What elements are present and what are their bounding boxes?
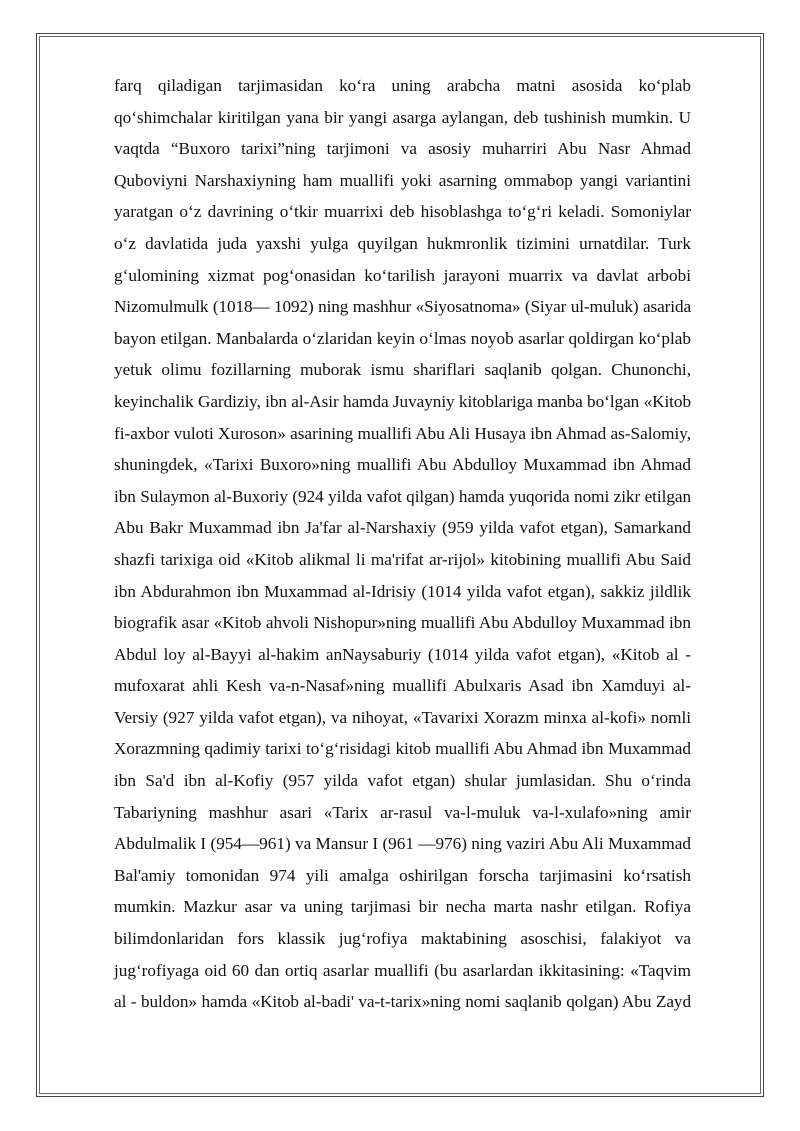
text-line: Bal'amiy tomonidan 974 yili amalga oshirilgan forscha tarjimasini ko‘rsatish [114,865,691,885]
text-line: yetuk olimu fozillarning muborak ismu shariflari saqlanib qolgan. Chunonchi, [114,360,691,380]
text-line: keyinchalik Gardiziy, ibn al-Asir hamda Juvayniy kitoblariga manba bo‘lgan «Kitob [114,391,691,411]
text-line: Quboviyni Narshaxiyning ham muallifi yoki asarning ommabop yangi variantini [114,170,691,190]
text-line: shuningdek, «Tarixi Buxoro»ning muallifi Abu Abdulloy Muxammad ibn Ahmad [114,455,691,475]
text-line: yaratgan o‘z davrining o‘tkir muarrixi deb hisoblashga to‘g‘ri keladi. Somoniylar [114,202,691,222]
text-line: biografik asar «Kitob ahvoli Nishopur»ning muallifi Abu Abdulloy Muxammad ibn [114,613,691,633]
text-line: Xorazmning qadimiy tarixi to‘g‘risidagi kitob muallifi Abu Ahmad ibn Muxammad [114,739,691,759]
text-line: Abdulmalik I (954—961) va Mansur I (961 —976) ning vaziri Abu Ali Muxammad [114,834,691,854]
text-line: bayon etilgan. Manbalarda o‘zlaridan keyin o‘lmas noyob asarlar qoldirgan ko‘plab [114,328,691,348]
text-line: o‘z davlatida juda yaxshi yulga quyilgan hukmronlik tizimini urnatdilar. Turk [114,233,691,253]
text-line: Tabariyning mashhur asari «Tarix ar-rasul va-l-muluk va-l-xulafo»ning amir [114,802,691,822]
text-line: Abdul loy al-Bayyi al-hakim anNaysaburiy (1014 yilda vafot etgan), «Kitob al - [114,644,691,664]
text-line: g‘ulomining xizmat pog‘onasidan ko‘tarilish jarayoni muarrix va davlat arbobi [114,265,691,285]
text-line: mufoxarat ahli Kesh va-n-Nasaf»ning muallifi Abulxaris Asad ibn Xamduyi al- [114,676,691,696]
text-line: Abu Bakr Muxammad ibn Ja'far al-Narshaxiy (959 yilda vafot etgan), Samarkand [114,518,691,538]
text-line: fi-axbor vuloti Xuroson» asarining muallifi Abu Ali Husaya ibn Ahmad as-Salomiy, [114,423,691,443]
text-line: ibn Sa'd ibn al-Kofiy (957 yilda vafot etgan) shular jumlasidan. Shu o‘rinda [114,771,691,791]
text-line: farq qiladigan tarjimasidan ko‘ra uning arabcha matni asosida ko‘plab [114,76,691,95]
text-line: Nizomulmulk (1018— 1092) ning mashhur «Siyosatnoma» (Siyar ul-muluk) asarida [114,297,691,317]
text-line: al - buldon» hamda «Kitob al-badi' va-t-tarix»ning nomi saqlanib qolgan) Abu Zayd [114,992,691,1012]
text-line: jug‘rofiyaga oid 60 dan ortiq asarlar muallifi (bu asarlardan ikkitasining: «Taqvim [114,960,691,980]
text-line: vaqtda “Buxoro tarixi”ning tarjimoni va asosiy muharriri Abu Nasr Ahmad [114,139,691,159]
text-line: bilimdonlaridan fors klassik jug‘rofiya maktabining asoschisi, falakiyot va [114,929,691,949]
document-text-body [114,70,691,1018]
text-line: shazfi tarixiga oid «Kitob alikmal li ma'rifat ar-rijol» kitobining muallifi Abu Said [114,549,691,569]
text-line: qo‘shimchalar kiritilgan yana bir yangi asarga aylangan, deb tushinish mumkin. U [114,107,691,127]
text-line: ibn Abdurahmon ibn Muxammad al-Idrisiy (1014 yilda vafot etgan), sakkiz jildlik [114,581,691,601]
text-line: mumkin. Mazkur asar va uning tarjimasi bir necha marta nashr etilgan. Rofiya [114,897,691,917]
text-line: Versiy (927 yilda vafot etgan), va nihoyat, «Tavarixi Xorazm minxa al-kofi» nomli [114,707,691,727]
text-line: ibn Sulaymon al-Buxoriy (924 yilda vafot qilgan) hamda yuqorida nomi zikr etilgan [114,486,691,506]
